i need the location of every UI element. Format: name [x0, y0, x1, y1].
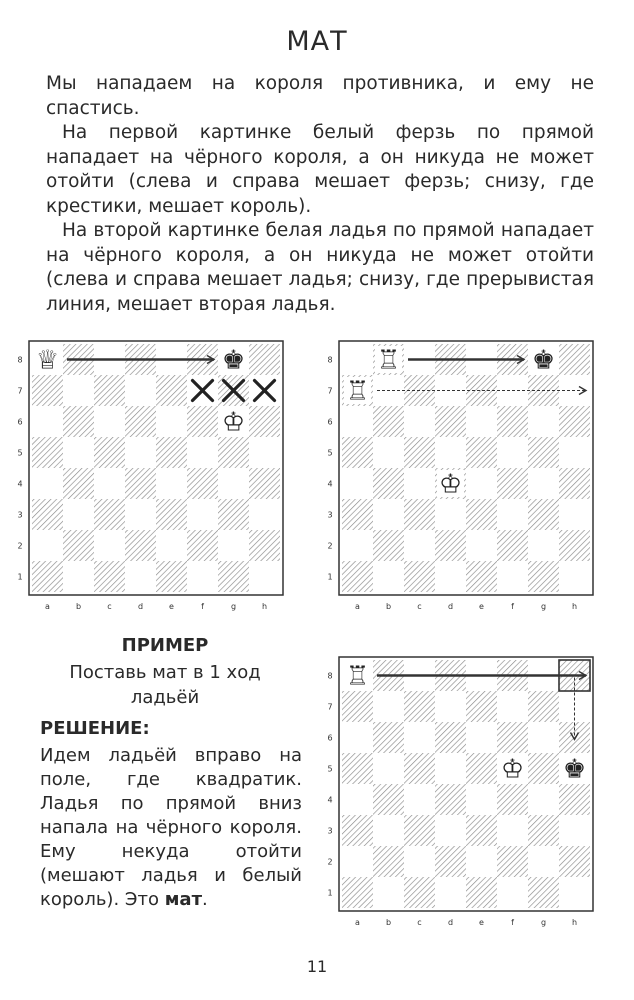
- dark-square: [63, 406, 94, 437]
- file-label: c: [107, 602, 112, 611]
- file-label: a: [355, 918, 360, 927]
- dark-square: [435, 406, 466, 437]
- rank-label: 4: [17, 479, 23, 489]
- dark-square: [559, 530, 590, 561]
- chess-diagram-2: [318, 338, 608, 613]
- dark-square: [342, 753, 373, 784]
- solution-heading: РЕШЕНИЕ:: [40, 718, 150, 739]
- dark-square: [559, 344, 590, 375]
- dark-square: [342, 499, 373, 530]
- rank-label: 1: [327, 572, 333, 582]
- file-label: e: [479, 918, 484, 927]
- dark-square: [528, 499, 559, 530]
- intro-text: [46, 72, 594, 317]
- white-rook-piece: ♖: [345, 376, 370, 407]
- dark-square: [94, 561, 125, 592]
- dark-square: [528, 815, 559, 846]
- dark-square: [466, 753, 497, 784]
- solution-text-end: .: [202, 889, 208, 910]
- white-rook-piece: ♖: [345, 661, 370, 692]
- dark-square: [559, 846, 590, 877]
- dark-square: [559, 784, 590, 815]
- rank-label: 5: [17, 448, 23, 458]
- dark-square: [156, 437, 187, 468]
- dark-square: [404, 499, 435, 530]
- rank-label: 4: [327, 479, 333, 489]
- file-label: f: [201, 602, 204, 611]
- rank-label: 7: [327, 702, 333, 712]
- dark-square: [373, 468, 404, 499]
- file-label: d: [137, 602, 144, 611]
- dark-square: [342, 691, 373, 722]
- file-label: c: [417, 602, 422, 611]
- rank-label: 5: [327, 764, 333, 774]
- dark-square: [218, 499, 249, 530]
- rank-label: 2: [17, 541, 23, 551]
- dark-square: [528, 437, 559, 468]
- dark-square: [342, 437, 373, 468]
- file-label: h: [571, 918, 578, 927]
- dark-square: [497, 846, 528, 877]
- dark-square: [497, 406, 528, 437]
- dark-square: [528, 877, 559, 908]
- file-label: e: [169, 602, 174, 611]
- dark-square: [32, 561, 63, 592]
- example-task: [30, 660, 300, 710]
- dark-square: [342, 561, 373, 592]
- intro-paragraph-3: На второй картинке белая ладья по прямой нападает на чёрного короля, а он никуда не может отойти (слева и справа мешает ладья; снизу, где прерывистая линия, мешает вторая ладья.: [46, 220, 594, 315]
- rank-label: 4: [327, 795, 333, 805]
- dark-square: [373, 530, 404, 561]
- dark-square: [249, 468, 280, 499]
- rank-label: 3: [327, 826, 333, 836]
- dark-square: [32, 437, 63, 468]
- dark-square: [218, 437, 249, 468]
- dark-square: [466, 561, 497, 592]
- file-label: g: [540, 602, 547, 611]
- dark-square: [373, 846, 404, 877]
- file-label: g: [230, 602, 237, 611]
- dark-square: [187, 468, 218, 499]
- dark-square: [559, 406, 590, 437]
- solution-text-main: Идем ладьёй вправо на поле, где квадратик. Ладья по прямой вниз напала на чёрного короля. Ему некуда отойти (мешают ладья и белый король). Это: [40, 745, 302, 910]
- dark-square: [63, 468, 94, 499]
- file-label: c: [417, 918, 422, 927]
- dark-square: [528, 691, 559, 722]
- dark-square: [435, 722, 466, 753]
- dark-square: [497, 468, 528, 499]
- file-label: d: [447, 918, 454, 927]
- dark-square: [249, 530, 280, 561]
- rank-label: 3: [17, 510, 23, 520]
- intro-paragraph-1: Мы нападаем на короля противника, и ему не спастись.: [46, 73, 594, 119]
- dark-square: [94, 499, 125, 530]
- rank-label: 6: [327, 733, 333, 743]
- dark-square: [156, 561, 187, 592]
- dark-square: [404, 691, 435, 722]
- dark-square: [373, 784, 404, 815]
- dark-square: [249, 406, 280, 437]
- dark-square: [528, 753, 559, 784]
- rank-label: 6: [327, 417, 333, 427]
- rank-label: 6: [17, 417, 23, 427]
- dark-square: [497, 530, 528, 561]
- chess-diagram-1: [8, 338, 298, 613]
- file-label: d: [447, 602, 454, 611]
- black-king-piece: ♚: [221, 345, 246, 376]
- dark-square: [373, 722, 404, 753]
- white-rook-piece: ♖: [376, 345, 401, 376]
- solution-text: [40, 744, 302, 912]
- example-heading: ПРИМЕР: [121, 635, 209, 656]
- dark-square: [156, 499, 187, 530]
- file-label: e: [479, 602, 484, 611]
- file-label: g: [540, 918, 547, 927]
- rank-label: 1: [327, 888, 333, 898]
- dark-square: [466, 691, 497, 722]
- dark-square: [218, 561, 249, 592]
- dark-square: [497, 784, 528, 815]
- file-label: f: [511, 602, 514, 611]
- white-king-piece: ♔: [500, 754, 525, 785]
- dark-square: [466, 437, 497, 468]
- file-label: h: [571, 602, 578, 611]
- white-queen-piece: ♕: [35, 345, 60, 376]
- dark-square: [32, 499, 63, 530]
- dark-square: [528, 561, 559, 592]
- dark-square: [404, 877, 435, 908]
- file-label: a: [355, 602, 360, 611]
- dark-square: [435, 530, 466, 561]
- file-label: f: [511, 918, 514, 927]
- dark-square: [342, 877, 373, 908]
- example-task-line-1: Поставь мат в 1 ход: [69, 662, 261, 683]
- dark-square: [466, 499, 497, 530]
- rank-label: 2: [327, 541, 333, 551]
- dark-square: [125, 530, 156, 561]
- rank-label: 7: [17, 386, 23, 396]
- solution-text-bold: мат: [164, 889, 202, 910]
- dark-square: [94, 375, 125, 406]
- dark-square: [404, 753, 435, 784]
- rank-label: 7: [327, 386, 333, 396]
- dark-square: [342, 815, 373, 846]
- dark-square: [559, 468, 590, 499]
- dark-square: [187, 530, 218, 561]
- dark-square: [435, 784, 466, 815]
- dark-square: [466, 877, 497, 908]
- dark-square: [125, 468, 156, 499]
- black-king-piece: ♚: [531, 345, 556, 376]
- white-king-piece: ♔: [438, 469, 463, 500]
- page-number: 11: [306, 957, 328, 976]
- intro-paragraph-2: На первой картинке белый ферзь по прямой нападает на чёрного короля, а он никуда не может отойти (слева и справа мешает ферзь; снизу, где крестики, мешает король).: [46, 122, 594, 217]
- dark-square: [404, 561, 435, 592]
- dark-square: [497, 722, 528, 753]
- file-label: b: [75, 602, 82, 611]
- rank-label: 8: [327, 355, 333, 365]
- dark-square: [32, 375, 63, 406]
- dark-square: [466, 815, 497, 846]
- file-label: a: [45, 602, 50, 611]
- rank-label: 5: [327, 448, 333, 458]
- white-king-piece: ♔: [221, 407, 246, 438]
- rank-label: 3: [327, 510, 333, 520]
- example-task-line-2: ладьёй: [130, 687, 200, 708]
- dark-square: [187, 406, 218, 437]
- dark-square: [156, 375, 187, 406]
- dark-square: [373, 406, 404, 437]
- dark-square: [404, 437, 435, 468]
- dark-square: [94, 437, 125, 468]
- rank-label: 2: [327, 857, 333, 867]
- file-label: b: [385, 918, 392, 927]
- file-label: h: [261, 602, 268, 611]
- dark-square: [404, 815, 435, 846]
- black-king-piece: ♚: [562, 754, 587, 785]
- dark-square: [249, 344, 280, 375]
- rank-label: 1: [17, 572, 23, 582]
- file-label: b: [385, 602, 392, 611]
- rank-label: 8: [17, 355, 23, 365]
- chess-diagram-3: [318, 654, 608, 929]
- page-title: МАТ: [286, 26, 348, 57]
- rank-label: 8: [327, 671, 333, 681]
- dark-square: [435, 846, 466, 877]
- dark-square: [125, 406, 156, 437]
- dark-square: [63, 530, 94, 561]
